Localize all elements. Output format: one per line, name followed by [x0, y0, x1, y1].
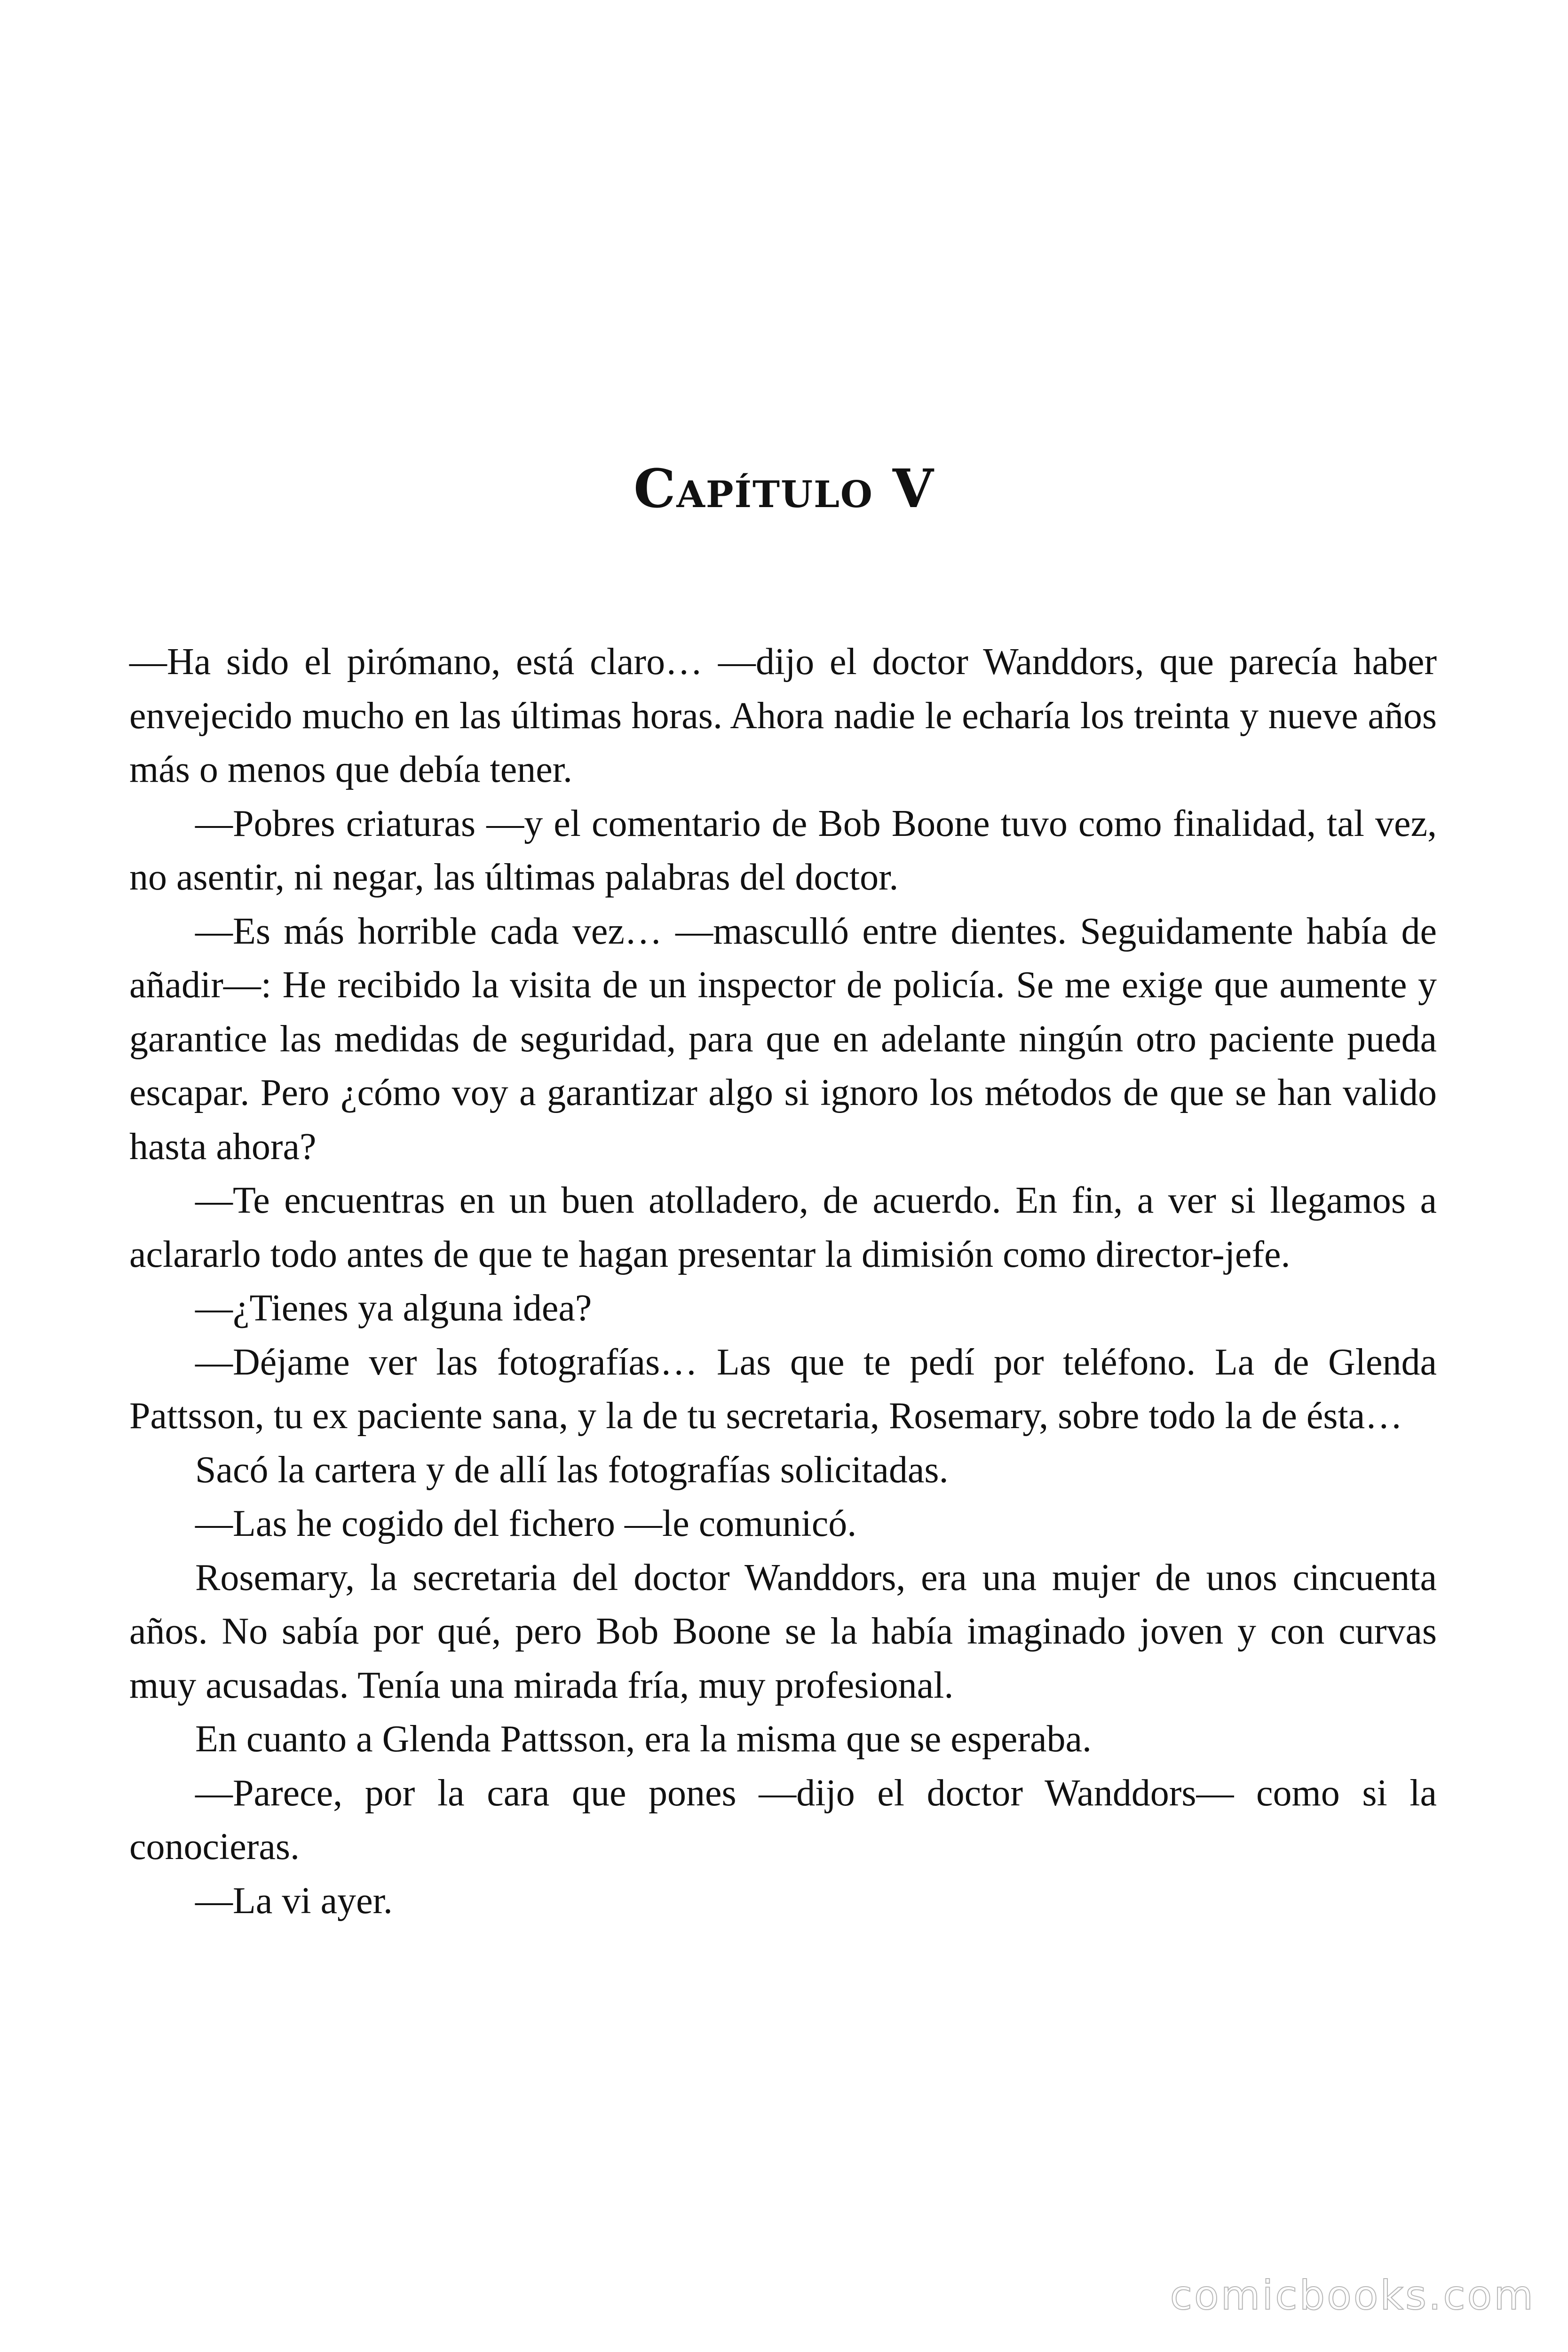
- chapter-title: Capítulo V: [634, 458, 934, 520]
- paragraph: —Parece, por la cara que pones —dijo el doctor Wanddors— como si la conocieras.: [129, 1772, 1437, 1867]
- chapter-body: [129, 635, 1437, 1928]
- paragraph: —Pobres criaturas —y el comentario de Bob Boone tuvo como finalidad, tal vez, no asentir, ni negar, las últimas palabras del doctor.: [129, 803, 1437, 898]
- paragraph: —Las he cogido del fichero —le comunicó.: [195, 1503, 857, 1544]
- paragraph: —Es más horrible cada vez… —masculló entre dientes. Seguidamente había de añadir—: He recibido la visita de un inspector de policía. Se me exige que aumente y garantice las medidas de seguridad, para que en adelante ningún otro paciente pueda escapar. Pero ¿cómo voy a garantizar algo si ignoro los métodos de que se han valido hasta ahora?: [129, 910, 1437, 1168]
- paragraph: —¿Tienes ya alguna idea?: [195, 1287, 592, 1329]
- paragraph: Sacó la cartera y de allí las fotografías solicitadas.: [195, 1449, 949, 1491]
- paragraph: —Déjame ver las fotografías… Las que te pedí por teléfono. La de Glenda Pattsson, tu ex paciente sana, y la de tu secretaria, Rosemary, sobre todo la de ésta…: [129, 1341, 1437, 1437]
- paragraph: —La vi ayer.: [195, 1880, 393, 1922]
- paragraph: —Ha sido el pirómano, está claro… —dijo el doctor Wanddors, que parecía haber envejecido mucho en las últimas horas. Ahora nadie le echaría los treinta y nueve años más o menos que debía tener.: [129, 641, 1437, 790]
- paragraph: En cuanto a Glenda Pattsson, era la misma que se esperaba.: [195, 1718, 1092, 1760]
- watermark: comicbooks.com: [1170, 2272, 1535, 2319]
- paragraph: —Te encuentras en un buen atolladero, de acuerdo. En fin, a ver si llegamos a aclararlo todo antes de que te hagan presentar la dimisión como director-jefe.: [129, 1180, 1437, 1275]
- paragraph: Rosemary, la secretaria del doctor Wanddors, era una mujer de unos cincuenta años. No sabía por qué, pero Bob Boone se la había imaginado joven y con curvas muy acusadas. Tenía una mirada fría, muy profesional.: [129, 1557, 1437, 1706]
